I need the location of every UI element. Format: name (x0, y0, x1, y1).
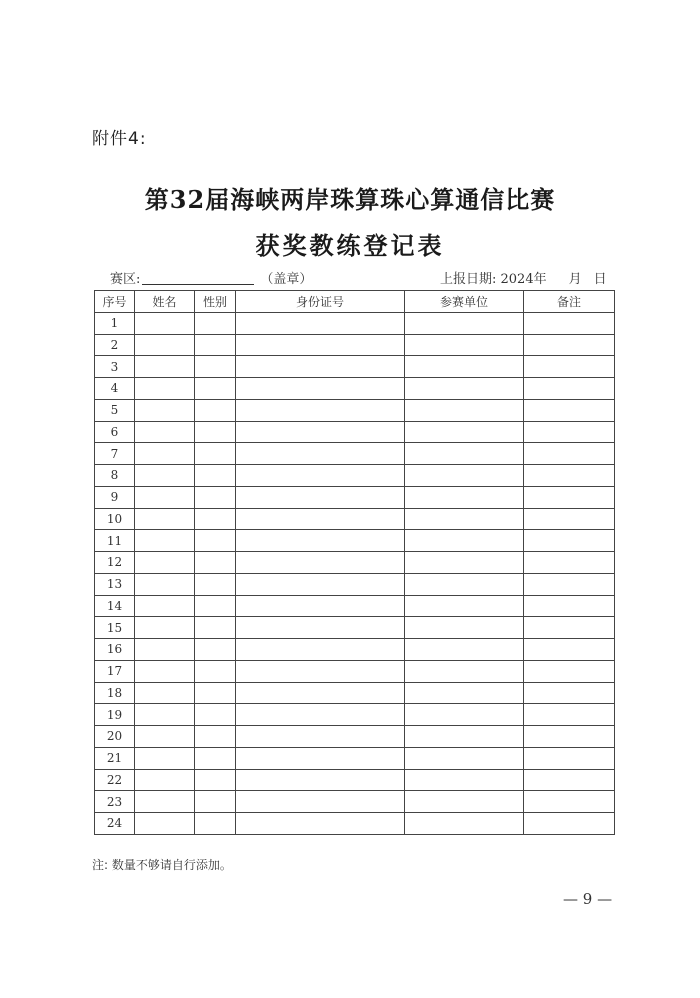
empty-cell (195, 399, 236, 421)
empty-cell (405, 378, 524, 400)
empty-cell (405, 508, 524, 530)
empty-cell (236, 312, 405, 334)
empty-cell (236, 486, 405, 508)
empty-cell (236, 465, 405, 487)
empty-cell (195, 791, 236, 813)
column-header: 序号 (95, 291, 135, 313)
empty-cell (236, 378, 405, 400)
row-number-cell: 2 (95, 334, 135, 356)
row-number-cell: 14 (95, 595, 135, 617)
empty-cell (195, 530, 236, 552)
empty-cell (524, 595, 615, 617)
empty-cell (135, 356, 195, 378)
empty-cell (195, 465, 236, 487)
empty-cell (405, 660, 524, 682)
empty-cell (135, 617, 195, 639)
annex-label: 附件4: (92, 129, 147, 149)
row-number-cell: 16 (95, 639, 135, 661)
empty-cell (524, 465, 615, 487)
empty-cell (135, 639, 195, 661)
empty-cell (135, 791, 195, 813)
row-number-cell: 5 (95, 399, 135, 421)
empty-cell (405, 486, 524, 508)
empty-cell (236, 356, 405, 378)
empty-cell (236, 508, 405, 530)
table-row (95, 552, 615, 574)
empty-cell (195, 704, 236, 726)
empty-cell (405, 356, 524, 378)
empty-cell (236, 334, 405, 356)
empty-cell (135, 595, 195, 617)
empty-cell (405, 617, 524, 639)
row-number-cell: 12 (95, 552, 135, 574)
column-header: 姓名 (135, 291, 195, 313)
column-header: 身份证号 (236, 291, 405, 313)
empty-cell (405, 399, 524, 421)
table-row (95, 399, 615, 421)
empty-cell (135, 465, 195, 487)
table-row (95, 378, 615, 400)
empty-cell (405, 769, 524, 791)
empty-cell (195, 595, 236, 617)
empty-cell (135, 704, 195, 726)
column-header: 备注 (524, 291, 615, 313)
empty-cell (195, 573, 236, 595)
row-number-cell: 1 (95, 312, 135, 334)
empty-cell (524, 617, 615, 639)
page-number: — 9 — (563, 890, 613, 908)
empty-cell (236, 617, 405, 639)
table-row (95, 356, 615, 378)
empty-cell (195, 378, 236, 400)
empty-cell (135, 769, 195, 791)
document-subtitle: 获奖教练登记表 (255, 231, 445, 260)
empty-cell (524, 639, 615, 661)
empty-cell (524, 704, 615, 726)
empty-cell (236, 595, 405, 617)
column-header: 性别 (195, 291, 236, 313)
row-number-cell: 11 (95, 530, 135, 552)
row-number-cell: 19 (95, 704, 135, 726)
month-label: 月 (568, 272, 582, 287)
empty-cell (524, 726, 615, 748)
empty-cell (236, 443, 405, 465)
empty-cell (236, 682, 405, 704)
table-row (95, 660, 615, 682)
row-number-cell: 21 (95, 747, 135, 769)
empty-cell (236, 747, 405, 769)
table-row (95, 465, 615, 487)
empty-cell (405, 704, 524, 726)
row-number-cell: 9 (95, 486, 135, 508)
empty-cell (195, 552, 236, 574)
footnote: 注: 数量不够请自行添加。 (92, 858, 232, 872)
empty-cell (135, 508, 195, 530)
empty-cell (195, 334, 236, 356)
table-row (95, 508, 615, 530)
empty-cell (524, 769, 615, 791)
region-blank-line (142, 271, 254, 285)
empty-cell (405, 552, 524, 574)
row-number-cell: 10 (95, 508, 135, 530)
table-row (95, 617, 615, 639)
empty-cell (405, 682, 524, 704)
empty-cell (524, 747, 615, 769)
empty-cell (236, 530, 405, 552)
table-row (95, 486, 615, 508)
empty-cell (236, 813, 405, 835)
row-number-cell: 7 (95, 443, 135, 465)
empty-cell (135, 747, 195, 769)
table-row (95, 639, 615, 661)
row-number-cell: 20 (95, 726, 135, 748)
empty-cell (524, 791, 615, 813)
table-row (95, 791, 615, 813)
row-number-cell: 3 (95, 356, 135, 378)
empty-cell (135, 486, 195, 508)
empty-cell (236, 791, 405, 813)
row-number-cell: 8 (95, 465, 135, 487)
row-number-cell: 18 (95, 682, 135, 704)
empty-cell (195, 443, 236, 465)
empty-cell (405, 791, 524, 813)
empty-cell (524, 356, 615, 378)
empty-cell (405, 312, 524, 334)
empty-cell (135, 399, 195, 421)
empty-cell (195, 769, 236, 791)
empty-cell (236, 660, 405, 682)
empty-cell (135, 726, 195, 748)
table-row (95, 682, 615, 704)
document-title: 第32届海峡两岸珠算珠心算通信比赛 (144, 185, 556, 214)
empty-cell (195, 312, 236, 334)
empty-cell (405, 443, 524, 465)
empty-cell (195, 682, 236, 704)
empty-cell (524, 530, 615, 552)
table-row (95, 704, 615, 726)
empty-cell (405, 334, 524, 356)
table-header-row (95, 291, 615, 313)
empty-cell (524, 573, 615, 595)
empty-cell (195, 486, 236, 508)
table-row (95, 421, 615, 443)
empty-cell (236, 769, 405, 791)
column-header: 参赛单位 (405, 291, 524, 313)
empty-cell (236, 726, 405, 748)
empty-cell (524, 334, 615, 356)
empty-cell (524, 682, 615, 704)
empty-cell (195, 726, 236, 748)
empty-cell (135, 682, 195, 704)
row-number-cell: 17 (95, 660, 135, 682)
empty-cell (236, 552, 405, 574)
empty-cell (135, 552, 195, 574)
empty-cell (135, 334, 195, 356)
table-row (95, 813, 615, 835)
empty-cell (135, 421, 195, 443)
empty-cell (195, 508, 236, 530)
empty-cell (135, 378, 195, 400)
empty-cell (524, 378, 615, 400)
report-date-label: 上报日期: 2024年 (440, 272, 547, 287)
empty-cell (405, 747, 524, 769)
empty-cell (135, 443, 195, 465)
empty-cell (135, 530, 195, 552)
empty-cell (524, 552, 615, 574)
empty-cell (195, 617, 236, 639)
empty-cell (195, 660, 236, 682)
seal-note: （盖章） (260, 272, 313, 287)
region-field (110, 268, 312, 287)
empty-cell (195, 356, 236, 378)
row-number-cell: 6 (95, 421, 135, 443)
empty-cell (195, 747, 236, 769)
region-label: 赛区: (110, 272, 141, 287)
table-row (95, 769, 615, 791)
empty-cell (524, 813, 615, 835)
empty-cell (524, 486, 615, 508)
table-row (95, 334, 615, 356)
table-row (95, 595, 615, 617)
empty-cell (236, 704, 405, 726)
empty-cell (405, 530, 524, 552)
row-number-cell: 15 (95, 617, 135, 639)
empty-cell (195, 639, 236, 661)
empty-cell (524, 399, 615, 421)
empty-cell (236, 573, 405, 595)
empty-cell (405, 726, 524, 748)
coach-register-table (94, 290, 615, 835)
table-row (95, 747, 615, 769)
empty-cell (405, 421, 524, 443)
empty-cell (524, 508, 615, 530)
row-number-cell: 22 (95, 769, 135, 791)
row-number-cell: 13 (95, 573, 135, 595)
empty-cell (405, 573, 524, 595)
report-date-field (440, 268, 607, 287)
empty-cell (405, 813, 524, 835)
empty-cell (524, 443, 615, 465)
empty-cell (524, 660, 615, 682)
empty-cell (236, 399, 405, 421)
table-row (95, 530, 615, 552)
row-number-cell: 4 (95, 378, 135, 400)
empty-cell (195, 421, 236, 443)
empty-cell (405, 465, 524, 487)
table-row (95, 726, 615, 748)
empty-cell (135, 312, 195, 334)
row-number-cell: 24 (95, 813, 135, 835)
empty-cell (236, 421, 405, 443)
empty-cell (135, 813, 195, 835)
table-row (95, 573, 615, 595)
empty-cell (405, 595, 524, 617)
table-row (95, 443, 615, 465)
empty-cell (135, 573, 195, 595)
empty-cell (135, 660, 195, 682)
table-row (95, 312, 615, 334)
day-label: 日 (593, 272, 607, 287)
empty-cell (524, 421, 615, 443)
row-number-cell: 23 (95, 791, 135, 813)
empty-cell (405, 639, 524, 661)
empty-cell (195, 813, 236, 835)
empty-cell (236, 639, 405, 661)
empty-cell (524, 312, 615, 334)
